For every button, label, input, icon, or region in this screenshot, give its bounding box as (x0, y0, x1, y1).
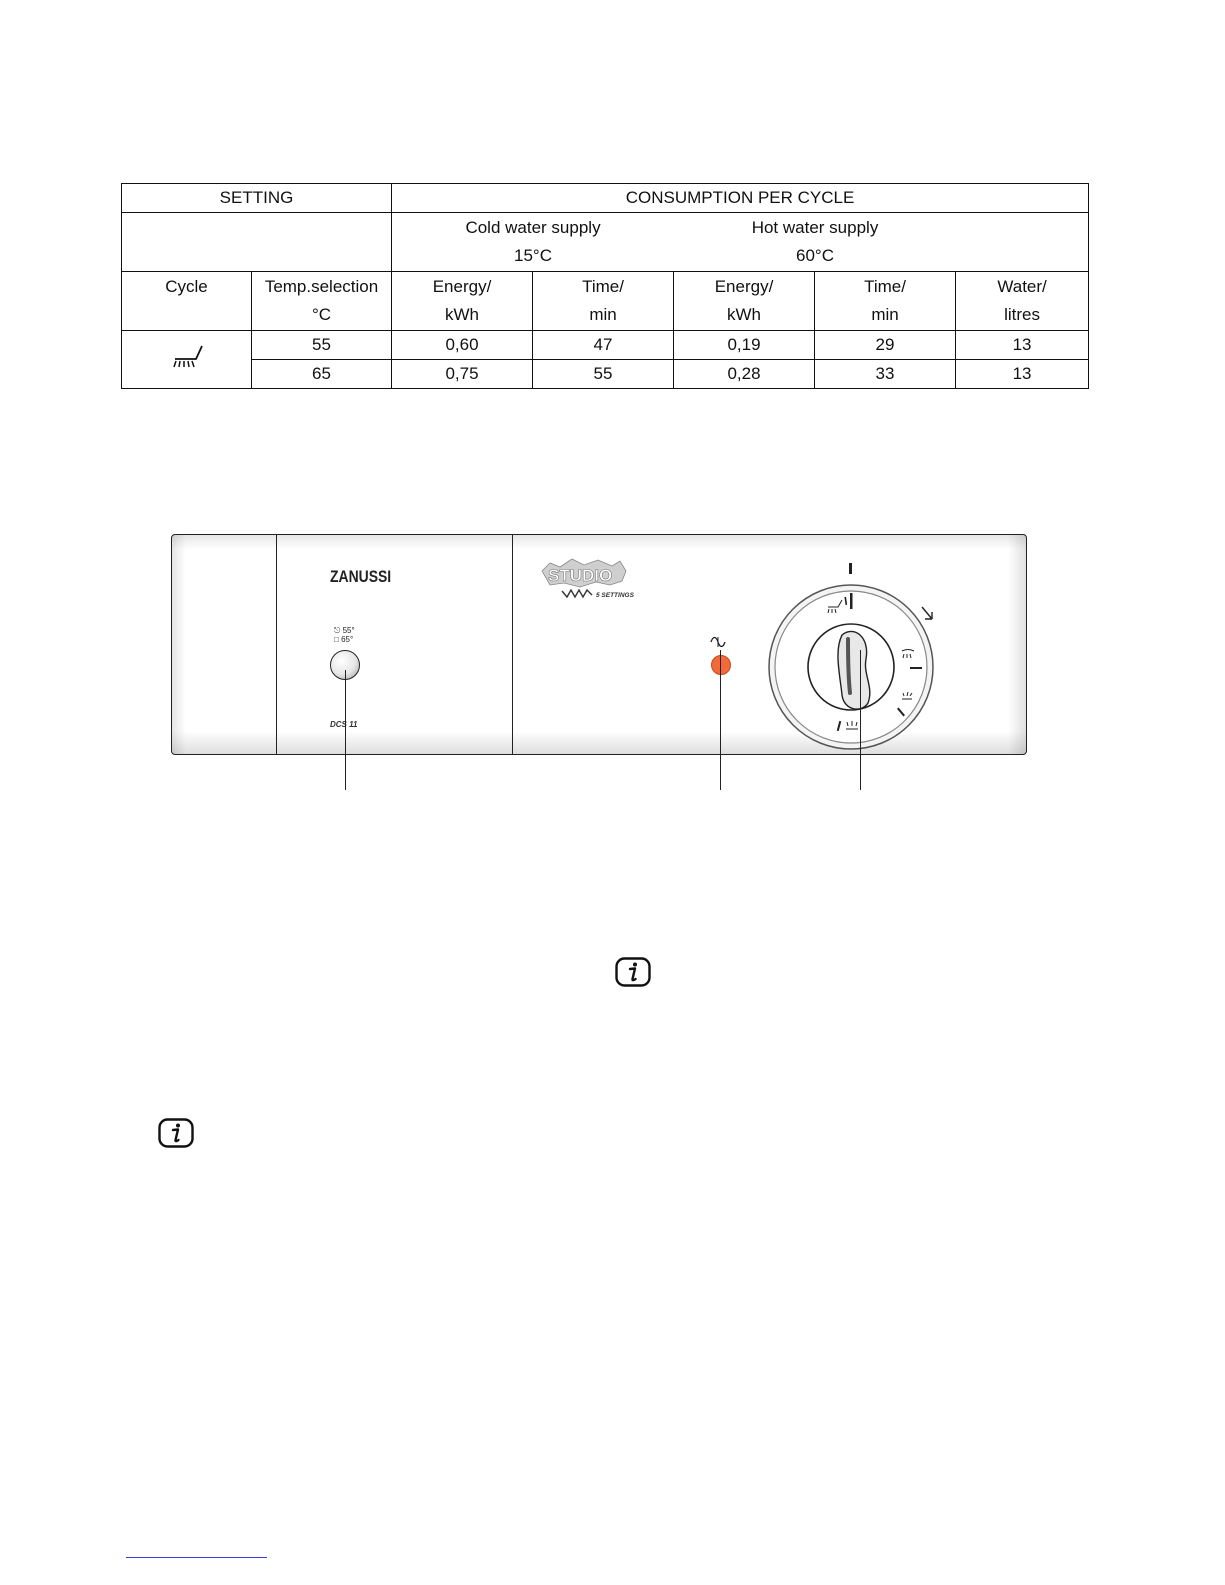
header-consumption: CONSUMPTION PER CYCLE (392, 184, 1089, 213)
consumption-table (121, 183, 1089, 389)
row1-temp: 55 (252, 331, 392, 360)
col-hot-energy (674, 272, 815, 331)
col-hot-energy-line2: kWh (727, 305, 762, 324)
cold-supply-label: Cold water supply (465, 218, 601, 237)
supply-cell (392, 213, 1089, 272)
brush-wash-icon (170, 342, 204, 368)
leader-line-temp-button (345, 670, 346, 790)
col-hot-time-line2: min (871, 305, 899, 324)
cycle-cell (122, 331, 252, 389)
col-hot-energy-line1: Energy/ (714, 277, 774, 296)
temp-legend (334, 626, 355, 644)
hot-supply-temp: 60°C (796, 246, 834, 265)
studio-logo-text: STUDIO (548, 566, 613, 585)
table-row (122, 360, 1089, 389)
col-cold-time-line1: Time/ (582, 277, 624, 296)
cold-supply-temp: 15°C (514, 246, 552, 265)
header-setting: SETTING (122, 184, 392, 213)
col-temp-line2: °C (311, 305, 332, 324)
button-out-icon: ⎋ (334, 626, 341, 635)
brand-logo: ZANUSSI (330, 567, 392, 586)
power-indicator-light (711, 655, 731, 675)
row2-cold-energy: 0,75 (392, 360, 533, 389)
table-row (122, 331, 1089, 360)
hot-supply (674, 214, 956, 270)
col-hot-time-line1: Time/ (864, 277, 906, 296)
cold-supply (392, 214, 674, 270)
studio-logo-settings: 5 SETTINGS (596, 592, 634, 599)
row1-cold-time: 47 (533, 331, 674, 360)
col-water-line1: Water/ (997, 277, 1047, 296)
empty-cell (122, 213, 392, 272)
temp-option-55-label: 55° (342, 626, 355, 635)
col-hot-time (815, 272, 956, 331)
col-temp (252, 272, 392, 331)
studio-logo (540, 557, 660, 601)
program-dial[interactable] (762, 555, 942, 755)
col-cold-time-line2: min (589, 305, 617, 324)
row2-hot-time: 33 (815, 360, 956, 389)
temp-option-65 (334, 635, 355, 644)
col-cold-energy-line1: Energy/ (432, 277, 492, 296)
leader-line-indicator (720, 650, 721, 790)
col-water-line2: litres (1004, 305, 1040, 324)
row1-cold-energy: 0,60 (392, 331, 533, 360)
hot-supply-label: Hot water supply (751, 218, 879, 237)
col-cycle (122, 272, 252, 331)
model-label: DCS 11 (330, 720, 358, 729)
row2-cold-time: 55 (533, 360, 674, 389)
info-icon (615, 957, 651, 987)
power-wave-icon (710, 635, 726, 649)
row2-hot-energy: 0,28 (674, 360, 815, 389)
col-cold-time (533, 272, 674, 331)
row1-hot-energy: 0,19 (674, 331, 815, 360)
temp-option-55 (334, 626, 355, 635)
dishwasher-control-panel (171, 534, 1027, 755)
col-temp-line1: Temp.selection (264, 277, 379, 296)
col-cycle-label: Cycle (165, 277, 208, 296)
button-in-icon: □ (334, 635, 339, 644)
row2-temp: 65 (252, 360, 392, 389)
leader-line-dial (860, 650, 861, 790)
footer-rule (126, 1557, 267, 1558)
panel-divider-right (512, 535, 513, 754)
col-cold-energy (392, 272, 533, 331)
row1-hot-time: 29 (815, 331, 956, 360)
row2-water: 13 (956, 360, 1089, 389)
col-water (956, 272, 1089, 331)
panel-divider-left (276, 535, 277, 754)
temp-option-65-label: 65° (341, 635, 354, 644)
col-cold-energy-line2: kWh (445, 305, 480, 324)
info-icon (158, 1118, 194, 1148)
row1-water: 13 (956, 331, 1089, 360)
